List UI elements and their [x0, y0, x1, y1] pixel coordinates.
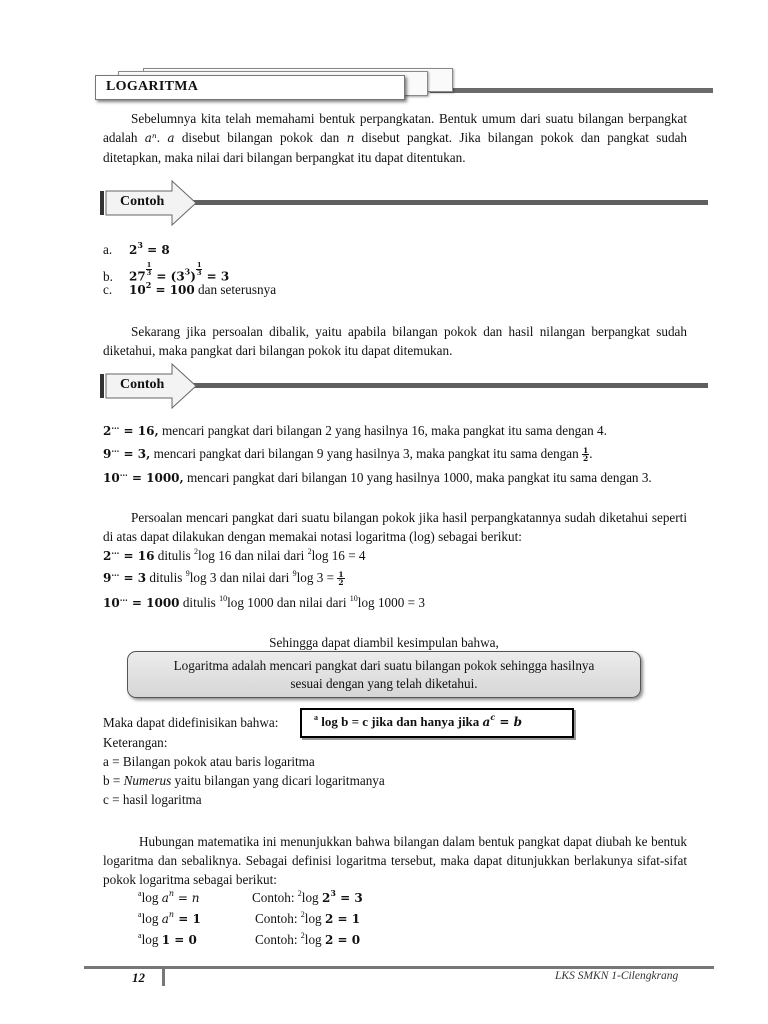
definition-box: $^a$ log b = c jika dan hanya jika $a^c = b$ — [300, 708, 574, 738]
footer-divider — [162, 966, 165, 986]
notation-list — [103, 546, 663, 613]
example-b: b. 27 $\frac{1}{3}$ = $(3^3)$ $\frac{1}{3}$ = 3 — [103, 261, 230, 284]
fraction: $\frac{1}{3}$ — [196, 261, 202, 277]
paragraph-4: Hubungan matematika ini menunjukkan bahwa bilangan dalam bentuk pangkat dapat diubah ke bentuk logaritma dan sebaliknya. Sebagai definisi logaritma tersebut, maka dapat ditunjukkan berlakunya sifat-sifat pokok logaritma sebagai berikut: — [103, 834, 687, 887]
example-list-2 — [103, 421, 713, 490]
notation-row-3: 10… = 1000 ditulis $^{10}$log 1000 dan nilai dari $^{10}$log 1000 = 3 — [103, 593, 425, 610]
definition-lead: Maka dapat didefinisikan bahwa: — [103, 715, 279, 730]
conclusion-intro: Sehingga dapat diambil kesimpulan bahwa, — [269, 635, 499, 650]
contoh-label-1: Contoh — [120, 194, 165, 209]
contoh-label-2: Contoh — [120, 377, 165, 392]
example-row-3: 10… = 1000, mencari pangkat dari bilangan 10 yang hasilnya 1000, maka pangkat itu sama dengan 3. — [103, 468, 652, 485]
notation-row-2: 9… = 3 ditulis $^9$log 3 dan nilai dari $^9$log 3 = $\frac{1}{2}$ — [103, 568, 344, 588]
contoh-banner-2 — [100, 363, 712, 409]
footer-source: LKS SMKN 1-Cilengkrang — [555, 970, 679, 982]
fraction: $\frac{1}{3}$ — [146, 261, 152, 277]
intro-paragraph: Sebelumnya kita telah memahami bentuk perpangkatan. Bentuk umum dari suatu bilangan berpangkat adalah aⁿ. a disebut bilangan pokok dan n disebut pangkat. Jika bilangan pokok dan pangkat sudah ditetapkan, maka nilai dari bilangan berpangkat itu dapat ditentukan. — [103, 111, 688, 165]
property-list — [138, 888, 538, 951]
paragraph-3: Persoalan mencari pangkat dari suatu bilangan pokok jika hasil perpangkatannya sudah diketahui seperti di atas dapat dilakukan dengan memakai notasi logaritma (log) sebagai berikut: — [103, 510, 687, 544]
arrow-banner-icon — [100, 363, 712, 409]
page-title: LOGARITMA — [106, 79, 199, 94]
page-number: 12 — [132, 970, 145, 985]
title-tab — [95, 75, 405, 100]
title-rule — [430, 88, 713, 93]
keterangan-b: b = Numerus yaitu bilangan yang dicari logaritmanya — [103, 773, 385, 788]
example-row-1: 2… = 16, mencari pangkat dari bilangan 2 yang hasilnya 16, maka pangkat itu sama dengan 4. — [103, 421, 607, 438]
fraction: $\frac{1}{2}$ — [583, 445, 589, 464]
footer-rule — [84, 966, 714, 969]
notation-row-1: 2… = 16 ditulis $^2$log 16 dan nilai dari $^2$log 16 = 4 — [103, 546, 366, 563]
property-row-3: $^a$log 1 = 0 Contoh: $^2$log 2 = 0 — [138, 931, 361, 947]
example-a: a. $2^3 = 8$ — [103, 240, 170, 257]
fraction: $\frac{1}{2}$ — [338, 569, 344, 588]
keterangan-c: c = hasil logaritma — [103, 792, 202, 807]
example-row-2: 9… = 3, mencari pangkat dari bilangan 9 yang hasilnya 3, maka pangkat itu sama dengan $\frac{1}{2}$ . — [103, 444, 593, 464]
property-row-1: $^a$log $a^n = n$ Contoh: $^2$log $2^3 = 3$ — [138, 888, 363, 905]
keterangan — [103, 733, 663, 809]
paragraph-2: Sekarang jika persoalan dibalik, yaitu apabila bilangan pokok dan hasil nilangan berpangkat sudah diketahui, maka pangkat dari bilangan pokok itu dapat ditemukan. — [103, 324, 687, 358]
keterangan-a: a = Bilangan pokok atau baris logaritma — [103, 754, 315, 769]
property-row-2: $^a$log $a^n = 1$ Contoh: $^2$log 2 = 1 — [138, 910, 361, 926]
keterangan-heading: Keterangan: — [103, 735, 168, 750]
contoh-banner-1 — [100, 180, 712, 226]
example-list-1 — [103, 240, 663, 300]
arrow-banner-icon — [100, 180, 712, 226]
conclusion-box: Logaritma adalah mencari pangkat dari suatu bilangan pokok sehingga hasilnya sesuai dengan yang telah diketahui. — [127, 651, 641, 698]
example-c: c. $10^2 = 100$ dan seterusnya — [103, 280, 277, 297]
